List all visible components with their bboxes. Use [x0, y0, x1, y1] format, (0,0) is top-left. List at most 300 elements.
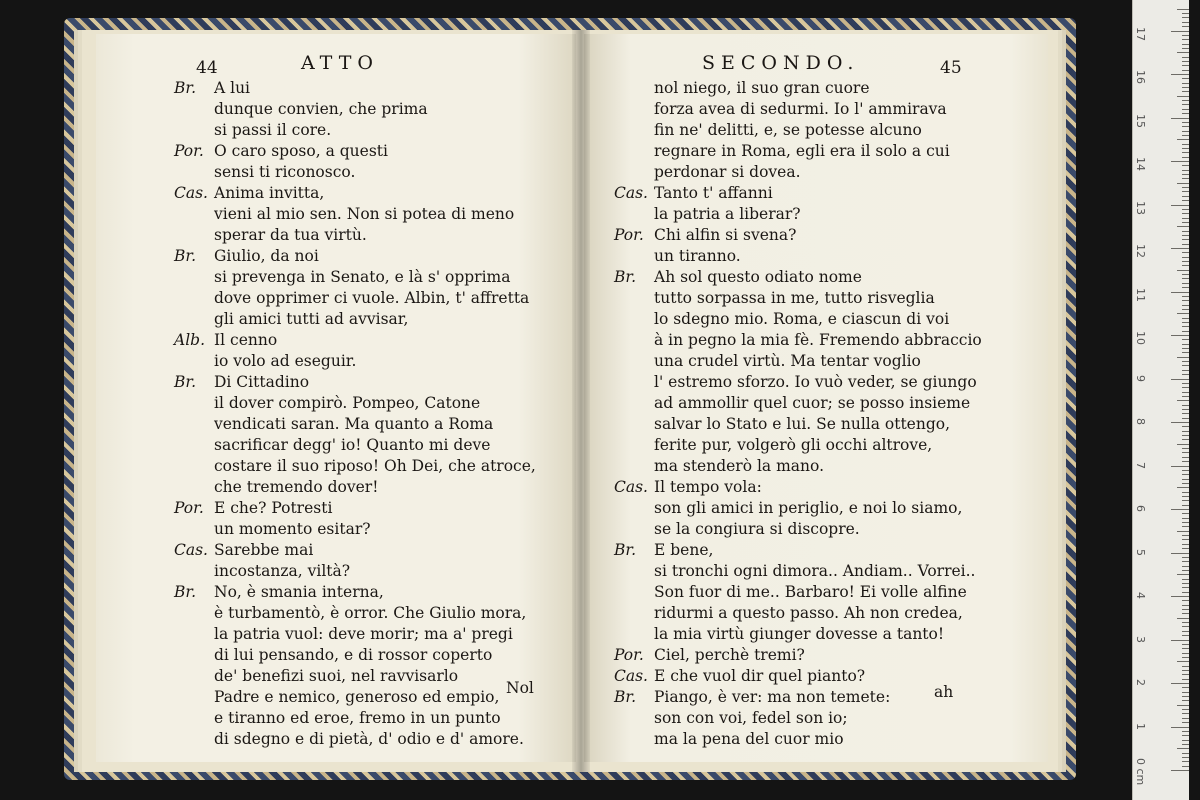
ruler-tick [1182, 148, 1189, 149]
line-text: la patria vuol: deve morir; ma a' pregi [214, 625, 513, 643]
ruler-tick [1182, 113, 1189, 114]
line-text: incostanza, viltà? [214, 562, 351, 580]
line-text: lo sdegno mio. Roma, e ciascun di voi [654, 310, 950, 328]
text-line [614, 456, 982, 477]
ruler-tick [1182, 753, 1189, 754]
text-line [174, 603, 536, 624]
line-text: A lui [214, 79, 251, 97]
speaker-label: Por. [614, 646, 644, 664]
ruler-tick [1182, 709, 1189, 710]
line-text: Il tempo vola: [654, 478, 762, 496]
ruler-tick [1182, 413, 1189, 414]
ruler-tick [1177, 705, 1189, 706]
ruler-tick [1177, 9, 1189, 10]
line-text: ferite pur, volgerò gli occhi altrove, [654, 436, 933, 454]
ruler-tick [1182, 318, 1189, 319]
line-text: Chi alfin si svena? [654, 226, 797, 244]
ruler-tick [1182, 483, 1189, 484]
text-line [614, 246, 982, 267]
ruler-tick [1182, 104, 1189, 105]
ruler-tick [1182, 165, 1189, 166]
ruler-tick [1182, 278, 1189, 279]
ruler-tick [1182, 344, 1189, 345]
ruler-tick [1177, 96, 1189, 97]
ruler-tick [1182, 674, 1189, 675]
ruler-tick [1182, 239, 1189, 240]
ruler-tick [1182, 766, 1189, 767]
text-line [174, 456, 536, 477]
text-line [174, 351, 536, 372]
line-text: Giulio, da noi [214, 247, 319, 265]
text-line [174, 729, 536, 750]
ruler-tick [1182, 587, 1189, 588]
right-page [584, 34, 1048, 762]
ruler-number: 2 [1134, 679, 1147, 686]
text-line [614, 330, 982, 351]
text-line [174, 708, 536, 729]
text-line [614, 498, 982, 519]
ruler-number: 15 [1134, 113, 1147, 128]
ruler-tick [1182, 152, 1189, 153]
ruler-tick [1182, 544, 1189, 545]
ruler-tick [1182, 735, 1189, 736]
line-text: Padre e nemico, generoso ed empio, [214, 688, 500, 706]
ruler-tick [1171, 379, 1189, 380]
ruler-tick [1182, 452, 1189, 453]
text-line [614, 141, 982, 162]
ruler-tick [1182, 474, 1189, 475]
ruler-tick [1182, 579, 1189, 580]
ruler-tick [1182, 365, 1189, 366]
right-page-text [614, 78, 982, 750]
ruler-number: 4 [1134, 592, 1147, 599]
line-text: O caro sposo, a questi [214, 142, 388, 160]
right-catchword: ah [934, 683, 954, 701]
ruler-tick [1182, 744, 1189, 745]
ruler-tick [1182, 361, 1189, 362]
text-line [174, 309, 536, 330]
text-line [614, 645, 982, 666]
left-page-heading: ATTO [301, 52, 379, 74]
ruler-tick [1182, 78, 1189, 79]
speaker-label: Br. [174, 247, 197, 265]
ruler-tick [1182, 144, 1189, 145]
line-text: un momento esitar? [214, 520, 371, 538]
ruler-tick [1171, 161, 1189, 162]
ruler-tick [1182, 757, 1189, 758]
ruler-tick [1177, 444, 1189, 445]
text-line [614, 288, 982, 309]
speaker-label: Cas. [174, 184, 208, 202]
speaker-label: Cas. [614, 478, 648, 496]
line-text: Anima invitta, [214, 184, 325, 202]
line-text: se la congiura si discopre. [654, 520, 860, 538]
ruler-tick [1171, 31, 1189, 32]
ruler-tick [1182, 653, 1189, 654]
ruler-tick [1177, 661, 1189, 662]
text-line [174, 498, 536, 519]
line-text: si prevenga in Senato, e là s' opprima [214, 268, 511, 286]
text-line [174, 99, 536, 120]
speaker-label: Br. [174, 79, 197, 97]
ruler-tick [1182, 374, 1189, 375]
ruler-tick [1177, 52, 1189, 53]
ruler-tick [1182, 352, 1189, 353]
ruler-tick [1182, 261, 1189, 262]
left-page-number: 44 [196, 58, 218, 78]
text-line [614, 393, 982, 414]
ruler-tick [1182, 370, 1189, 371]
measuring-ruler [1132, 0, 1189, 800]
line-text: si passi il core. [214, 121, 332, 139]
line-text: gli amici tutti ad avvisar, [214, 310, 409, 328]
ruler-tick [1182, 109, 1189, 110]
ruler-tick [1177, 313, 1189, 314]
ruler-tick [1182, 100, 1189, 101]
text-line [174, 267, 536, 288]
text-line [614, 225, 982, 246]
line-text: è turbamentò, è orror. Che Giulio mora, [214, 604, 527, 622]
ruler-tick [1182, 613, 1189, 614]
ruler-tick [1182, 700, 1189, 701]
text-line [614, 435, 982, 456]
ruler-tick [1182, 557, 1189, 558]
text-line [174, 624, 536, 645]
text-line [614, 162, 982, 183]
line-text: son con voi, fedel son io; [654, 709, 848, 727]
ruler-tick [1182, 331, 1189, 332]
line-text: io volo ad eseguir. [214, 352, 357, 370]
line-text: costare il suo riposo! Oh Dei, che atroce, [214, 457, 536, 475]
ruler-tick [1182, 387, 1189, 388]
line-text: regnare in Roma, egli era il solo a cui [654, 142, 950, 160]
ruler-tick [1182, 431, 1189, 432]
text-line [174, 204, 536, 225]
text-line [174, 162, 536, 183]
ruler-tick [1182, 392, 1189, 393]
text-line [614, 603, 982, 624]
ruler-tick [1182, 200, 1189, 201]
text-line [614, 582, 982, 603]
ruler-tick [1182, 22, 1189, 23]
ruler-tick [1182, 622, 1189, 623]
line-text: No, è smania interna, [214, 583, 384, 601]
line-text: de' benefizi suoi, nel ravvisarlo [214, 667, 459, 685]
line-text: Di Cittadino [214, 373, 310, 391]
line-text: ma stenderò la mano. [654, 457, 825, 475]
line-text: dove opprimer ci vuole. Albin, t' affretta [214, 289, 530, 307]
ruler-tick [1182, 439, 1189, 440]
ruler-tick [1182, 265, 1189, 266]
ruler-number: 17 [1134, 26, 1147, 41]
line-text: di sdegno e di pietà, d' odio e d' amore. [214, 730, 524, 748]
text-line [174, 288, 536, 309]
ruler-tick [1177, 226, 1189, 227]
ruler-tick [1182, 470, 1189, 471]
ruler-number: 10 [1134, 331, 1147, 345]
ruler-tick [1177, 618, 1189, 619]
line-text: salvar lo Stato e lui. Se nulla ottengo, [654, 415, 951, 433]
ruler-tick [1182, 461, 1189, 462]
text-line [174, 666, 536, 687]
text-line [174, 78, 536, 99]
line-text: la mia virtù giunger dovesse a tanto! [654, 625, 945, 643]
ruler-tick [1177, 270, 1189, 271]
ruler-tick [1182, 91, 1189, 92]
text-line [614, 120, 982, 141]
text-line [174, 183, 536, 204]
ruler-tick [1177, 487, 1189, 488]
left-catchword: Nol [506, 679, 534, 697]
speaker-label: Br. [174, 583, 197, 601]
ruler-tick [1182, 187, 1189, 188]
ruler-tick [1182, 522, 1189, 523]
ruler-tick [1182, 191, 1189, 192]
line-text: un tiranno. [654, 247, 741, 265]
ruler-tick [1182, 178, 1189, 179]
ruler-tick [1182, 222, 1189, 223]
ruler-tick [1182, 287, 1189, 288]
ruler-tick [1182, 626, 1189, 627]
ruler-tick [1171, 553, 1189, 554]
ruler-tick [1182, 692, 1189, 693]
ruler-tick [1171, 466, 1189, 467]
ruler-tick [1182, 131, 1189, 132]
ruler-tick [1182, 513, 1189, 514]
ruler-tick [1182, 170, 1189, 171]
ruler-tick [1171, 205, 1189, 206]
text-line [614, 540, 982, 561]
text-line [614, 99, 982, 120]
ruler-tick [1177, 531, 1189, 532]
ruler-tick [1182, 761, 1189, 762]
ruler-tick [1182, 679, 1189, 680]
text-line [174, 645, 536, 666]
line-text: ad ammollir quel cuor; se posso insieme [654, 394, 971, 412]
text-line [614, 729, 982, 750]
ruler-tick [1182, 396, 1189, 397]
speaker-label: Br. [614, 268, 637, 286]
ruler-tick [1171, 248, 1189, 249]
ruler-tick [1182, 218, 1189, 219]
book-gutter [572, 30, 590, 772]
text-line [614, 708, 982, 729]
text-line [614, 183, 982, 204]
ruler-tick [1182, 309, 1189, 310]
ruler-number: 5 [1134, 548, 1147, 556]
ruler-tick [1182, 196, 1189, 197]
line-text: Son fuor di me.. Barbaro! Ei volle alfine [654, 583, 967, 601]
ruler-tick [1177, 357, 1189, 358]
line-text: Il cenno [214, 331, 278, 349]
ruler-tick [1182, 300, 1189, 301]
ruler-tick [1177, 400, 1189, 401]
text-line [174, 477, 536, 498]
speaker-label: Alb. [174, 331, 205, 349]
line-text: nol niego, il suo gran cuore [654, 79, 870, 97]
text-line [174, 561, 536, 582]
ruler-tick [1182, 257, 1189, 258]
ruler-tick [1182, 609, 1189, 610]
text-line [614, 267, 982, 288]
ruler-number: 14 [1134, 157, 1147, 171]
ruler-tick [1177, 748, 1189, 749]
text-line [174, 582, 536, 603]
ruler-tick [1171, 640, 1189, 641]
ruler-number: 9 [1134, 374, 1147, 382]
ruler-tick [1171, 596, 1189, 597]
speaker-label: Br. [614, 541, 637, 559]
ruler-tick [1182, 339, 1189, 340]
ruler-tick [1182, 518, 1189, 519]
ruler-tick [1182, 209, 1189, 210]
line-text: Piango, è ver: ma non temete: [654, 688, 891, 706]
text-line [174, 330, 536, 351]
ruler-tick [1182, 535, 1189, 536]
ruler-tick [1182, 496, 1189, 497]
text-line [614, 414, 982, 435]
text-line [174, 372, 536, 393]
ruler-number: 8 [1134, 418, 1147, 425]
speaker-label: Por. [174, 499, 204, 517]
ruler-tick [1182, 718, 1189, 719]
text-line [614, 624, 982, 645]
text-line [174, 687, 536, 708]
ruler-tick [1182, 561, 1189, 562]
right-page-heading: SECONDO. [702, 52, 860, 74]
ruler-tick [1182, 213, 1189, 214]
ruler-number: 7 [1134, 461, 1147, 469]
line-text: à in pegno la mia fè. Fremendo abbraccio [654, 331, 982, 349]
ruler-tick [1182, 274, 1189, 275]
line-text: l' estremo sforzo. Io vuò veder, se giungo [654, 373, 977, 391]
line-text: che tremendo dover! [214, 478, 379, 496]
text-line [614, 372, 982, 393]
line-text: forza avea di sedurmi. Io l' ammirava [654, 100, 947, 118]
ruler-tick [1171, 74, 1189, 75]
ruler-number: 6 [1134, 505, 1147, 512]
ruler-tick [1177, 574, 1189, 575]
ruler-tick [1182, 583, 1189, 584]
ruler-tick [1182, 157, 1189, 158]
ruler-tick [1182, 479, 1189, 480]
ruler-number: 12 [1134, 244, 1147, 258]
ruler-tick [1182, 283, 1189, 284]
ruler-tick [1182, 83, 1189, 84]
ruler-tick [1182, 135, 1189, 136]
line-text: tutto sorpassa in me, tutto risveglia [654, 289, 935, 307]
text-line [174, 120, 536, 141]
ruler-tick [1182, 657, 1189, 658]
ruler-tick [1177, 183, 1189, 184]
ruler-tick [1182, 231, 1189, 232]
line-text: si tronchi ogni dimora.. Andiam.. Vorrei.. [654, 562, 976, 580]
ruler-number: 11 [1134, 287, 1147, 302]
ruler-tick [1182, 418, 1189, 419]
ruler-tick [1182, 600, 1189, 601]
ruler-tick [1171, 292, 1189, 293]
line-text: dunque convien, che prima [214, 100, 428, 118]
ruler-number: 3 [1134, 635, 1147, 643]
ruler-tick [1171, 509, 1189, 510]
ruler-tick [1182, 26, 1189, 27]
ruler-tick [1182, 65, 1189, 66]
ruler-tick [1182, 409, 1189, 410]
line-text: il dover compirò. Pompeo, Catone [214, 394, 481, 412]
ruler-tick [1182, 722, 1189, 723]
ruler-tick [1182, 526, 1189, 527]
ruler-tick [1182, 500, 1189, 501]
text-line [174, 141, 536, 162]
speaker-label: Cas. [614, 184, 648, 202]
ruler-tick [1182, 687, 1189, 688]
text-line [174, 225, 536, 246]
ruler-tick [1171, 422, 1189, 423]
ruler-tick [1182, 405, 1189, 406]
ruler-tick [1182, 235, 1189, 236]
ruler-tick [1182, 61, 1189, 62]
line-text: vieni al mio sen. Non si potea di meno [214, 205, 515, 223]
ruler-tick [1171, 335, 1189, 336]
ruler-tick [1171, 770, 1189, 771]
line-text: e tiranno ed eroe, fremo in un punto [214, 709, 501, 727]
line-text: son gli amici in periglio, e noi lo siamo, [654, 499, 963, 517]
line-text: ridurmi a questo passo. Ah non credea, [654, 604, 963, 622]
line-text: Ah sol questo odiato nome [654, 268, 862, 286]
line-text: E che? Potresti [214, 499, 333, 517]
ruler-tick [1182, 731, 1189, 732]
text-line [614, 687, 982, 708]
line-text: di lui pensando, e di rossor coperto [214, 646, 493, 664]
ruler-tick [1182, 713, 1189, 714]
line-text: E che vuol dir quel pianto? [654, 667, 866, 685]
text-line [174, 246, 536, 267]
ruler-tick [1182, 740, 1189, 741]
ruler-tick [1182, 252, 1189, 253]
text-line [614, 204, 982, 225]
ruler-tick [1182, 492, 1189, 493]
ruler-tick [1182, 648, 1189, 649]
text-line [174, 435, 536, 456]
ruler-tick [1182, 426, 1189, 427]
ruler-tick [1182, 244, 1189, 245]
ruler-tick [1182, 448, 1189, 449]
ruler-tick [1182, 305, 1189, 306]
ruler-tick [1182, 174, 1189, 175]
ruler-tick [1182, 122, 1189, 123]
ruler-tick [1182, 57, 1189, 58]
ruler-tick [1182, 631, 1189, 632]
line-text: Ciel, perchè tremi? [654, 646, 805, 664]
ruler-tick [1182, 548, 1189, 549]
ruler-tick [1182, 35, 1189, 36]
ruler-number: 16 [1134, 70, 1147, 84]
line-text: la patria a liberar? [654, 205, 801, 223]
ruler-tick [1182, 17, 1189, 18]
ruler-tick [1182, 435, 1189, 436]
right-page-number: 45 [940, 58, 962, 78]
line-text: sperar da tua virtù. [214, 226, 367, 244]
ruler-tick [1182, 605, 1189, 606]
text-line [174, 414, 536, 435]
text-line [614, 477, 982, 498]
left-page [96, 34, 576, 762]
speaker-label: Por. [174, 142, 204, 160]
ruler-tick [1182, 383, 1189, 384]
ruler-tick [1182, 44, 1189, 45]
ruler-tick [1171, 118, 1189, 119]
line-text: E bene, [654, 541, 714, 559]
